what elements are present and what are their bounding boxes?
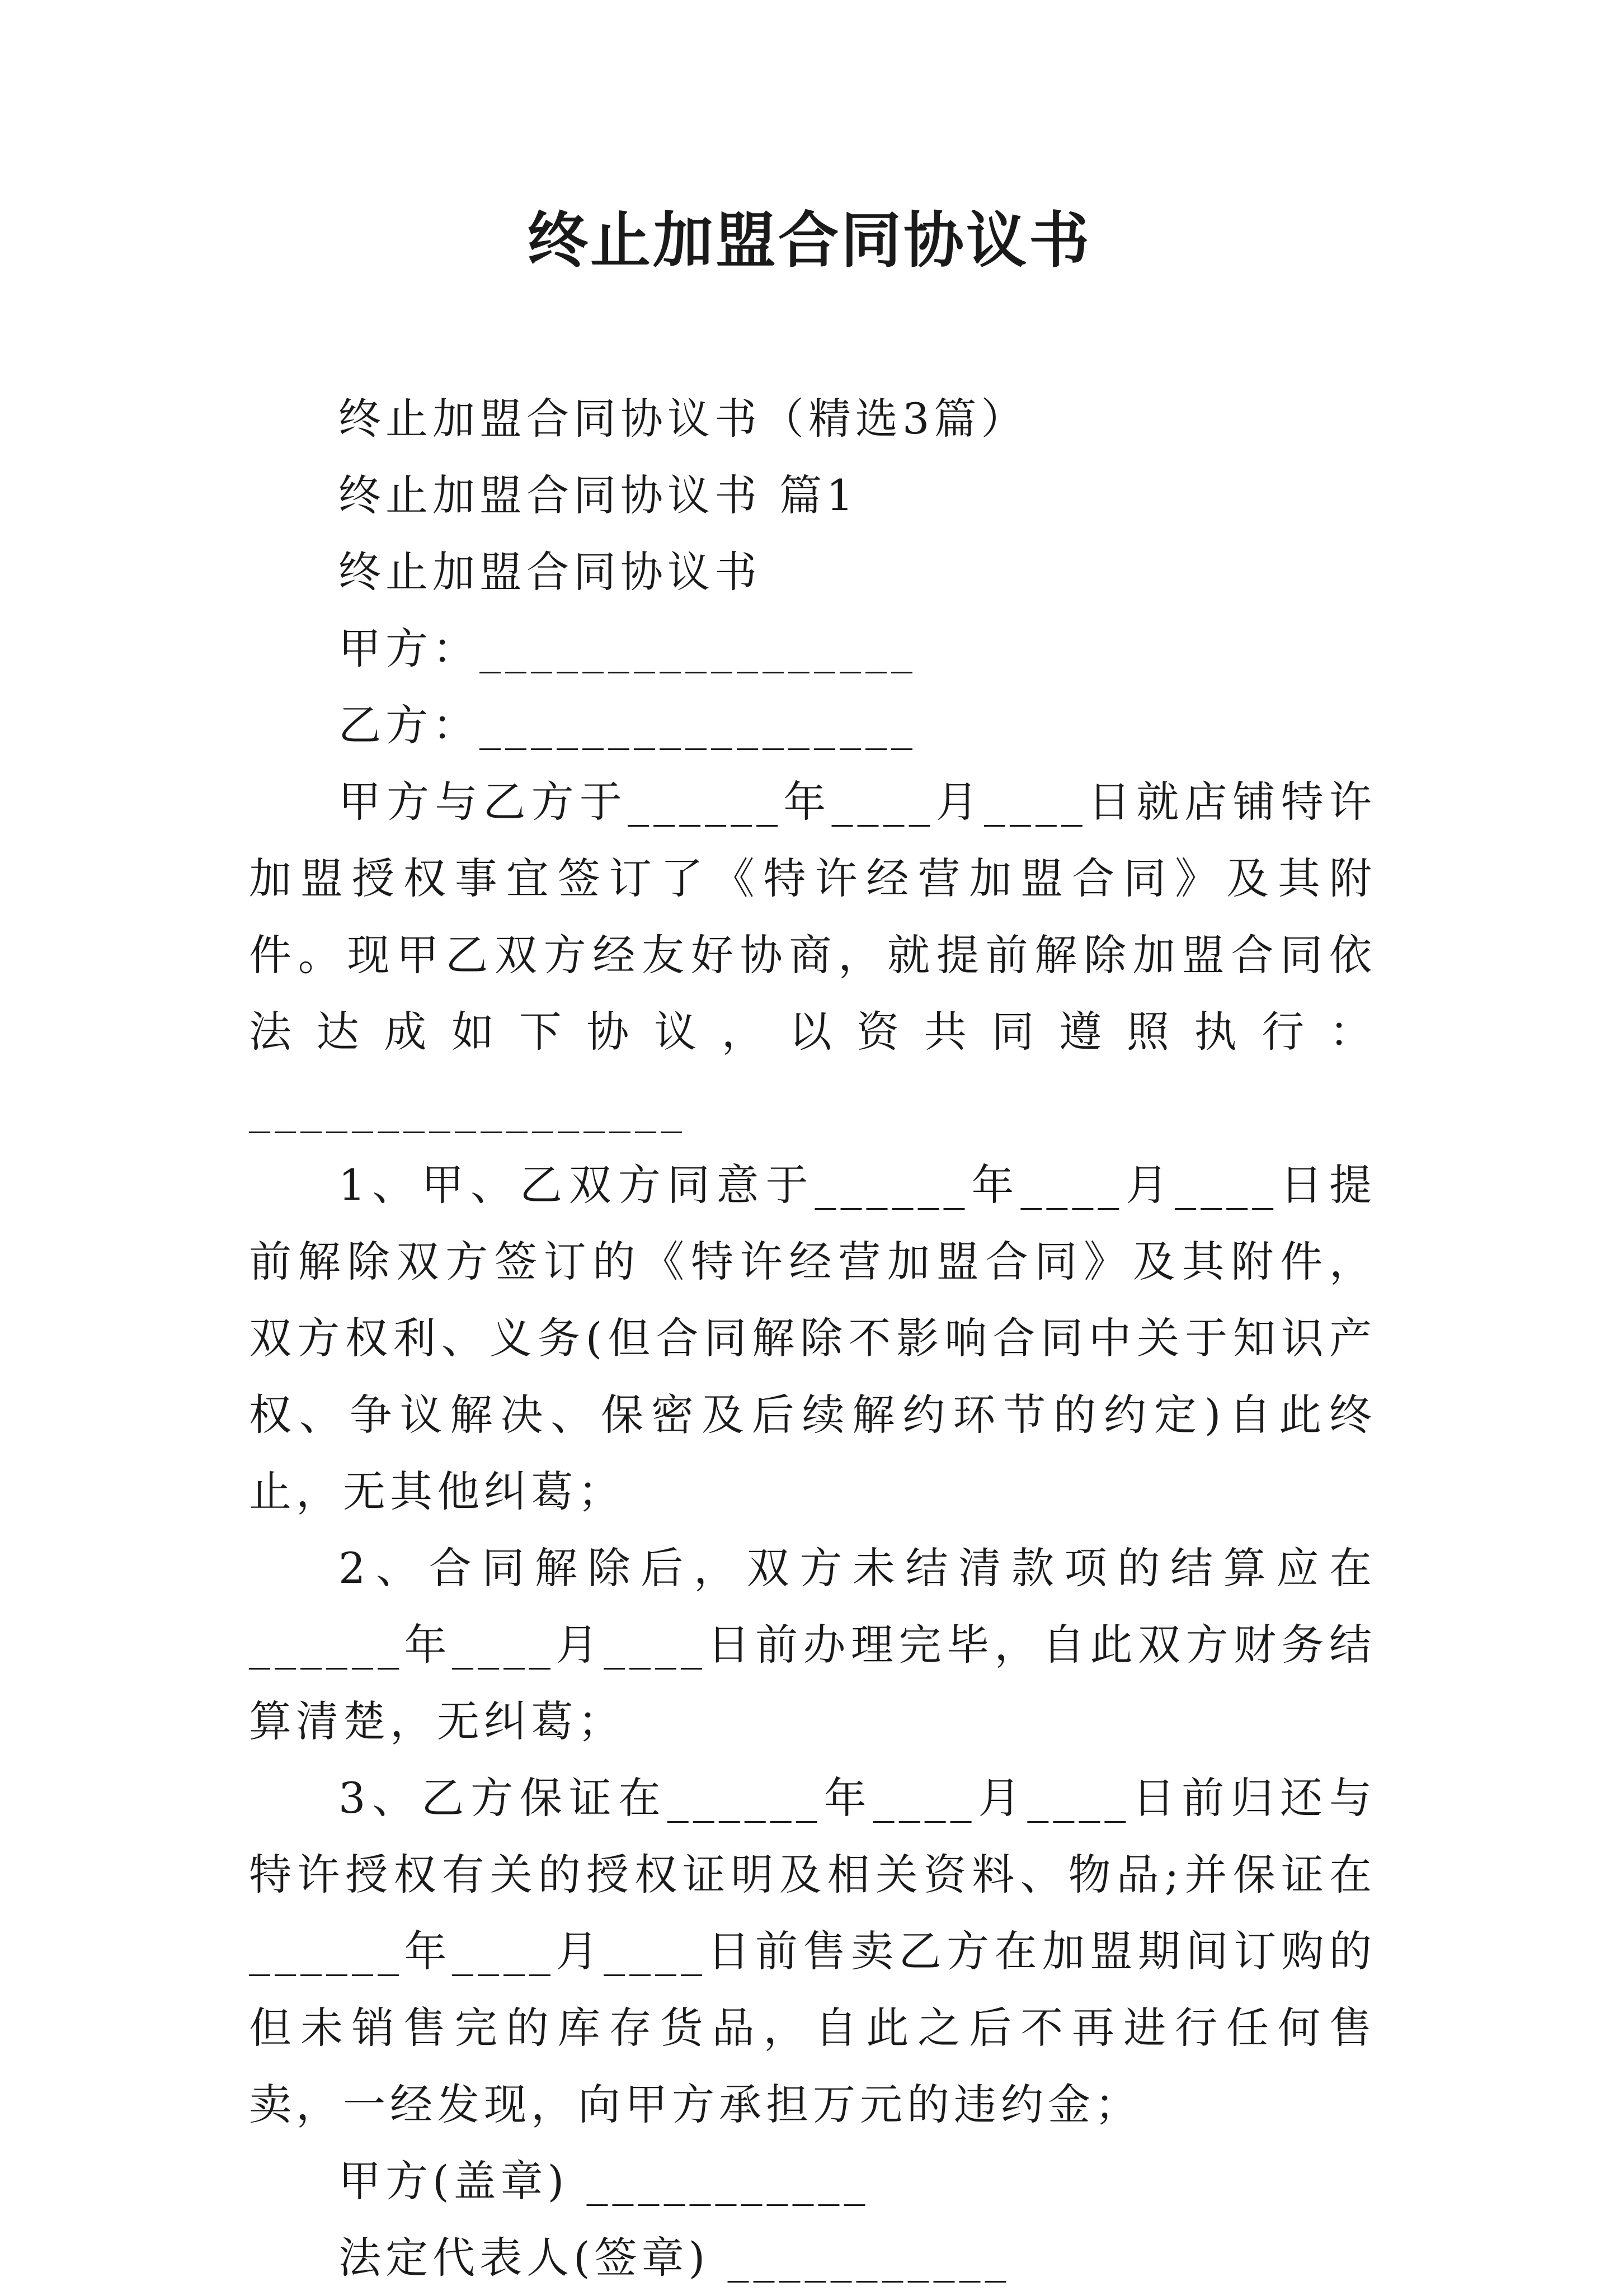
document-body xyxy=(249,380,1376,2296)
clause-2-paragraph: 2、合同解除后，双方未结清款项的结算应在______年____月____日前办理完毕，自此双方财务结算清楚，无纠葛； xyxy=(249,1543,1376,1746)
legal-representative-line: 法定代表人(签章) ___________ xyxy=(338,2233,1011,2283)
clause-1-paragraph: 1、甲、乙双方同意于______年____月____日提前解除双方签订的《特许经营加盟合同》及其附件，双方权利、义务(但合同解除不影响合同中关于知识产权、争议解决、保密及后续解约环节的约定)自此终止，无其他纠葛； xyxy=(249,1160,1376,1516)
agreement-heading: 终止加盟合同协议书 xyxy=(338,547,761,597)
section-heading: 终止加盟合同协议书 篇1 xyxy=(338,470,858,520)
party-b-line: 乙方：_________________ xyxy=(338,700,917,750)
subtitle-line: 终止加盟合同协议书（精选3篇） xyxy=(338,394,1028,444)
document-title: 终止加盟合同协议书 xyxy=(527,205,1091,276)
intro-paragraph: 甲方与乙方于______年____月____日就店铺特许加盟授权事宜签订了《特许经营加盟合同》及其附件。现甲乙双方经友好协商，就提前解除加盟合同依法达成如下协议，以资共同遵照执行：_________________ xyxy=(249,777,1376,1133)
clause-3-paragraph: 3、乙方保证在______年____月____日前归还与特许授权有关的授权证明及相关资料、物品;并保证在______年____月____日前售卖乙方在加盟期间订购的但未销售完的库存货品，自此之后不再进行任何售卖，一经发现，向甲方承担万元的违约金； xyxy=(249,1773,1376,2129)
party-a-seal-line: 甲方(盖章) ___________ xyxy=(338,2156,870,2206)
party-a-line: 甲方：_________________ xyxy=(338,624,917,673)
